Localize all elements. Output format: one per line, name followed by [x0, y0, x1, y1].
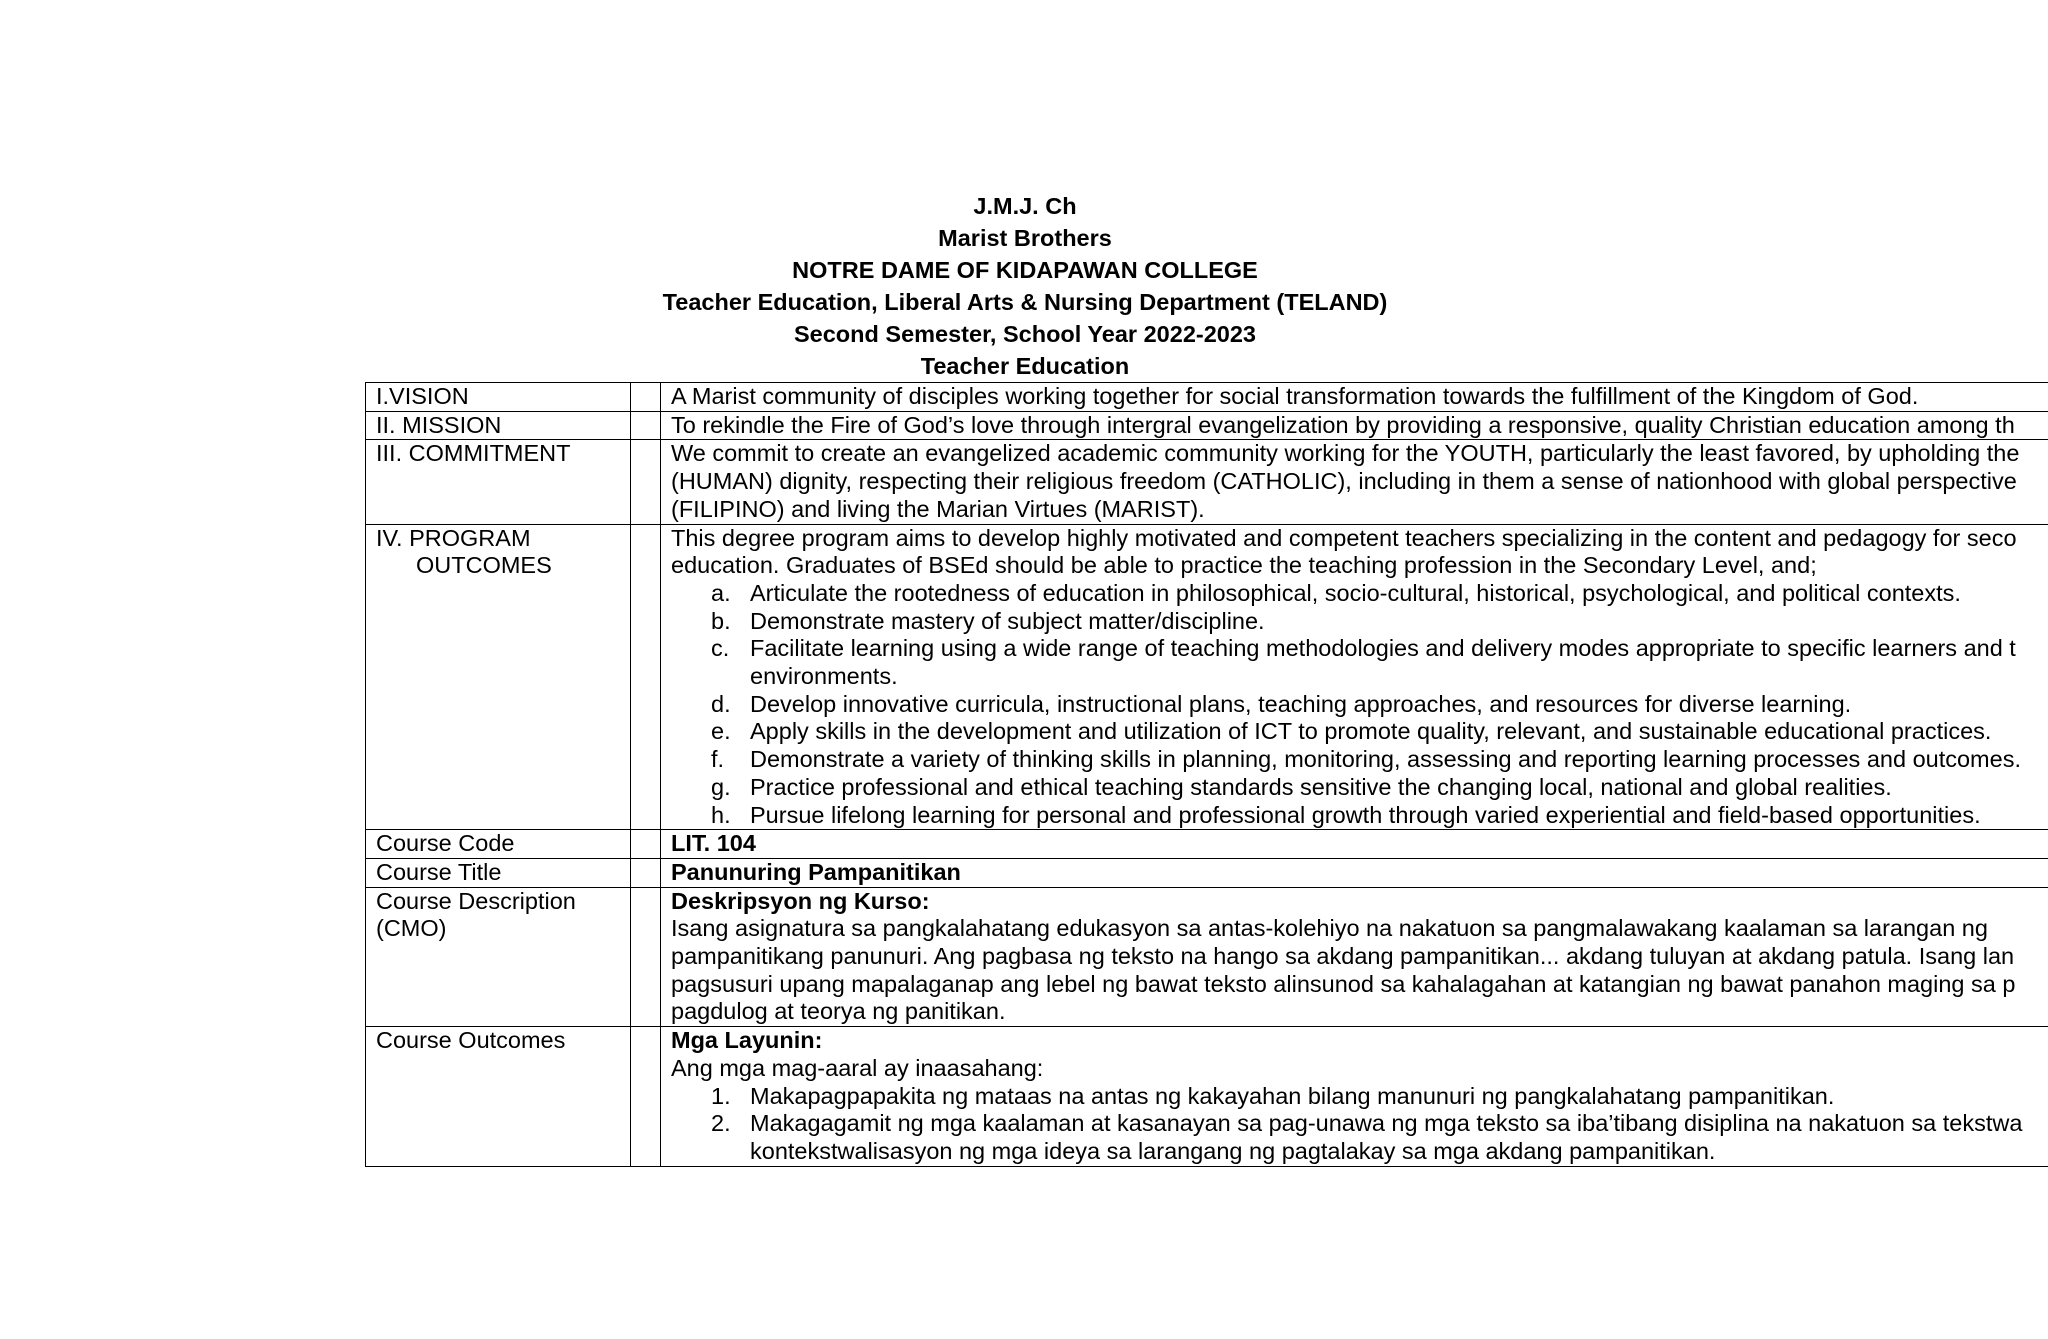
mission-spacer	[631, 411, 661, 440]
list-item	[671, 774, 2048, 802]
course-description-heading: Deskripsyon ng Kurso:	[671, 887, 930, 914]
course-outcomes-label: Course Outcomes	[366, 1027, 631, 1167]
header-marist-brothers: Marist Brothers	[938, 225, 1112, 251]
course-description-line: pagdulog at teorya ng panitikan.	[671, 998, 1006, 1025]
course-code-row	[366, 830, 2048, 859]
list-item-text: Articulate the rootedness of education in philosophical, socio-cultural, historical, psychological, and political contexts.	[750, 579, 1961, 606]
list-item-text: Demonstrate mastery of subject matter/discipline.	[750, 607, 1265, 634]
list-item-text: Apply skills in the development and utilization of ICT to promote quality, relevant, and sustainable educational practices.	[750, 718, 1992, 745]
list-marker: f.	[711, 746, 725, 773]
list-item	[671, 718, 2048, 746]
course-description-line: Isang asignatura sa pangkalahatang edukasyon sa antas-kolehiyo na nakatuon sa pangmalawakang kaalaman sa larangan ng	[671, 915, 1988, 942]
course-title-label: Course Title	[366, 858, 631, 887]
vision-spacer	[631, 383, 661, 412]
commitment-text	[661, 440, 2048, 524]
commitment-label: III. COMMITMENT	[366, 440, 631, 524]
course-code-spacer	[631, 830, 661, 859]
syllabus-table	[365, 382, 2048, 1167]
mission-label: II. MISSION	[366, 411, 631, 440]
commitment-row	[366, 440, 2048, 524]
list-marker: c.	[711, 635, 730, 662]
program-intro-line: education. Graduates of BSEd should be able to practice the teaching profession in the Secondary Level, and;	[671, 552, 1817, 579]
list-marker: d.	[711, 690, 731, 717]
list-marker: e.	[711, 718, 731, 745]
course-description-label	[366, 887, 631, 1027]
list-item-text: kontekstwalisasyon ng mga ideya sa larangang ng pagtalakay sa mga akdang pampanitikan.	[750, 1137, 1716, 1164]
course-title-spacer	[631, 858, 661, 887]
list-item-text: Makapagpapakita ng mataas na antas ng kakayahan bilang manunuri ng pangkalahatang pampanitikan.	[750, 1082, 1835, 1109]
course-outcomes-spacer	[631, 1027, 661, 1167]
commitment-line: (HUMAN) dignity, respecting their religious freedom (CATHOLIC), including in them a sense of nationhood with global perspective	[671, 468, 2017, 495]
list-marker: b.	[711, 607, 731, 634]
list-item	[671, 802, 2048, 830]
course-description-content	[661, 887, 2048, 1027]
list-marker: 1.	[711, 1082, 731, 1109]
program-outcomes-label-line2: OUTCOMES	[416, 552, 552, 579]
course-outcomes-row	[366, 1027, 2048, 1167]
program-outcomes-spacer	[631, 524, 661, 830]
commitment-line: We commit to create an evangelized academic community working for the YOUTH, particularly the least favored, by upholding the	[671, 440, 2020, 467]
list-item-text: Facilitate learning using a wide range of teaching methodologies and delivery modes appropriate to specific learners and t	[750, 635, 2016, 662]
list-item-text: Demonstrate a variety of thinking skills in planning, monitoring, assessing and reporting learning processes and outcomes.	[750, 746, 2021, 773]
course-title-value: Panunuring Pampanitikan	[661, 858, 2048, 887]
course-description-line: pampanitikang panunuri. Ang pagbasa ng teksto na hango sa akdang pampanitikan... akdang tuluyan at akdang patula. Isang lan	[671, 943, 2015, 970]
list-marker: a.	[711, 579, 731, 606]
list-item-text: Develop innovative curricula, instructional plans, teaching approaches, and resources for diverse learning.	[750, 690, 1852, 717]
list-item-text: Practice professional and ethical teaching standards sensitive the changing local, national and global realities.	[750, 773, 1892, 800]
list-item	[671, 608, 2048, 636]
course-outcomes-intro: Ang mga mag-aaral ay inaasahang:	[671, 1054, 1044, 1081]
header-semester: Second Semester, School Year 2022-2023	[793, 321, 1256, 347]
program-outcomes-content	[661, 524, 2048, 830]
list-item-text: Makagagamit ng mga kaalaman at kasanayan sa pag-unawa ng mga teksto sa iba’tibang disiplina na nakatuon sa tekstwa	[750, 1110, 2023, 1137]
list-item-text: Pursue lifelong learning for personal and professional growth through varied experiential and field-based opportunities.	[750, 801, 1981, 828]
course-code-label: Course Code	[366, 830, 631, 859]
commitment-spacer	[631, 440, 661, 524]
document-header	[365, 190, 1685, 382]
course-title-row	[366, 858, 2048, 887]
course-description-row	[366, 887, 2048, 1027]
list-item	[671, 691, 2048, 719]
course-outcomes-heading: Mga Layunin:	[671, 1027, 823, 1054]
course-outcomes-list	[671, 1083, 2048, 1166]
vision-row	[366, 383, 2048, 412]
list-marker: h.	[711, 801, 731, 828]
course-description-label-line2: (CMO)	[376, 915, 447, 942]
list-item	[671, 1083, 2048, 1111]
course-description-spacer	[631, 887, 661, 1027]
program-intro-line: This degree program aims to develop highly motivated and competent teachers specializing in the content and pedagogy for seco	[671, 524, 2017, 551]
course-description-label-line1: Course Description	[376, 887, 576, 914]
course-outcomes-content	[661, 1027, 2048, 1167]
mission-text: To rekindle the Fire of God’s love through intergral evangelization by providing a responsive, quality Christian education among th	[661, 411, 2048, 440]
program-outcomes-label	[366, 524, 631, 830]
list-item-text: environments.	[750, 663, 898, 690]
list-marker: g.	[711, 773, 731, 800]
vision-text: A Marist community of disciples working together for social transformation towards the fulfillment of the Kingdom of God.	[661, 383, 2048, 412]
vision-label: I.VISION	[366, 383, 631, 412]
header-jmj: J.M.J. Ch	[973, 193, 1077, 219]
program-outcomes-label-line1: IV. PROGRAM	[376, 524, 531, 551]
list-item	[671, 746, 2048, 774]
mission-row	[366, 411, 2048, 440]
course-description-line: pagsusuri upang mapalaganap ang lebel ng bawat teksto alinsunod sa kahalagahan at katangian ng bawat panahon maging sa p	[671, 970, 2016, 997]
list-item	[671, 580, 2048, 608]
list-item	[671, 635, 2048, 690]
program-outcomes-row	[366, 524, 2048, 830]
list-item	[671, 1110, 2048, 1165]
program-outcomes-list	[671, 580, 2048, 829]
course-code-value: LIT. 104	[661, 830, 2048, 859]
header-college-name: NOTRE DAME OF KIDAPAWAN COLLEGE	[792, 257, 1258, 283]
header-department: Teacher Education, Liberal Arts & Nursing Department (TELAND)	[662, 289, 1388, 315]
header-program: Teacher Education	[920, 353, 1130, 379]
commitment-line: (FILIPINO) and living the Marian Virtues (MARIST).	[671, 495, 1205, 522]
list-marker: 2.	[711, 1110, 731, 1137]
